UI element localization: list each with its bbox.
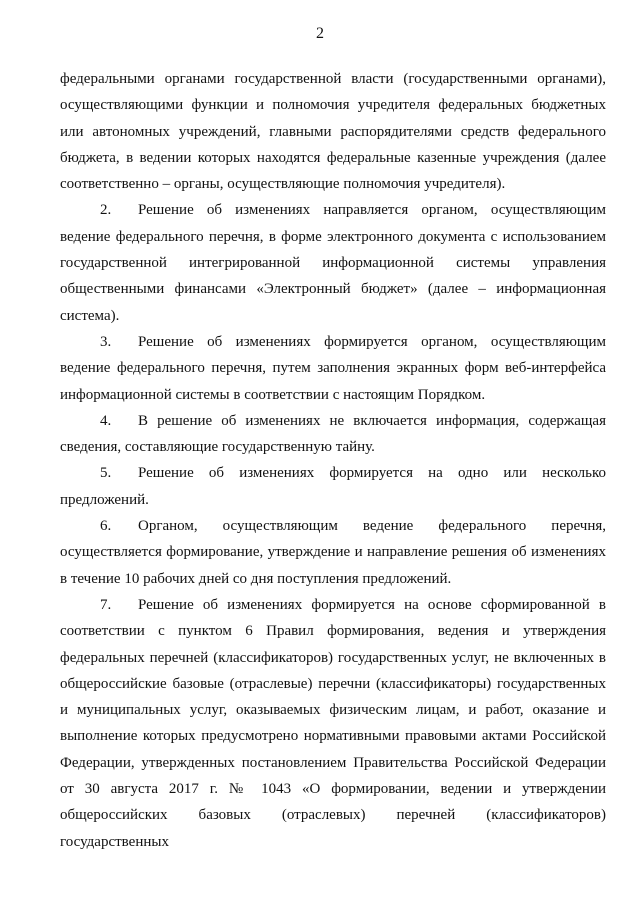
paragraph-text: Решение об изменениях направляется органом, осуществляющим ведение федерального перечня, в форме электронного документа с использованием государственной интегрированной информационной системы управления общественными финансами «Электронный бюджет» (далее – информационная система).: [60, 202, 606, 324]
paragraph-item-3: [60, 329, 606, 408]
paragraph-number: 3.: [100, 333, 112, 350]
paragraph-item-6: [60, 513, 606, 592]
paragraph-number: 4.: [100, 412, 112, 429]
document-body: [60, 66, 606, 855]
paragraph-text: Органом, осуществляющим ведение федерального перечня, осуществляется формирование, утверждение и направление решения об изменениях в течение 10 рабочих дней со дня поступления предложений.: [60, 518, 606, 587]
paragraph-number: 5.: [100, 465, 112, 482]
paragraph-text: федеральными органами государственной власти (государственными органами), осуществляющими функции и полномочия учредителя федеральных бюджетных или автономных учреждений, главными распорядителями средств федерального бюджета, в ведении которых находятся федеральные казенные учреждения (далее соответственно – органы, осуществляющие полномочия учредителя).: [60, 71, 606, 193]
paragraph-text: Решение об изменениях формируется на основе сформированной в соответствии с пунктом 6 Правил формирования, ведения и утверждения федеральных перечней (классификаторов) государственных услуг, не включенных в общероссийские базовые (отраслевые) перечни (классификаторы) государственных и муниципальных услуг, оказываемых физическим лицам, и работ, оказание и выполнение которых предусмотрено нормативными правовыми актами Российской Федерации, утвержденных постановлением Правительства Российской Федерации от 30 августа 2017 г. № 1043 «О формировании, ведении и утверждении общероссийских базовых (отраслевых) перечней (классификаторов) государственных: [60, 596, 606, 850]
paragraph-item-2: [60, 197, 606, 328]
paragraph-continuation: [60, 66, 606, 197]
paragraph-item-7: [60, 592, 606, 855]
paragraph-number: 6.: [100, 518, 112, 535]
paragraph-number: 2.: [100, 202, 112, 219]
paragraph-item-4: [60, 408, 606, 461]
paragraph-text: Решение об изменениях формируется на одно или несколько предложений.: [60, 465, 606, 508]
paragraph-text: В решение об изменениях не включается информация, содержащая сведения, составляющие государственную тайну.: [60, 412, 606, 456]
paragraph-item-5: [60, 460, 606, 513]
page-number: 2: [316, 25, 324, 42]
paragraph-text: Решение об изменениях формируется органом, осуществляющим ведение федерального перечня, путем заполнения экранных форм веб-интерфейса информационной системы в соответствии с настоящим Порядком.: [60, 333, 606, 403]
paragraph-number: 7.: [100, 596, 112, 613]
